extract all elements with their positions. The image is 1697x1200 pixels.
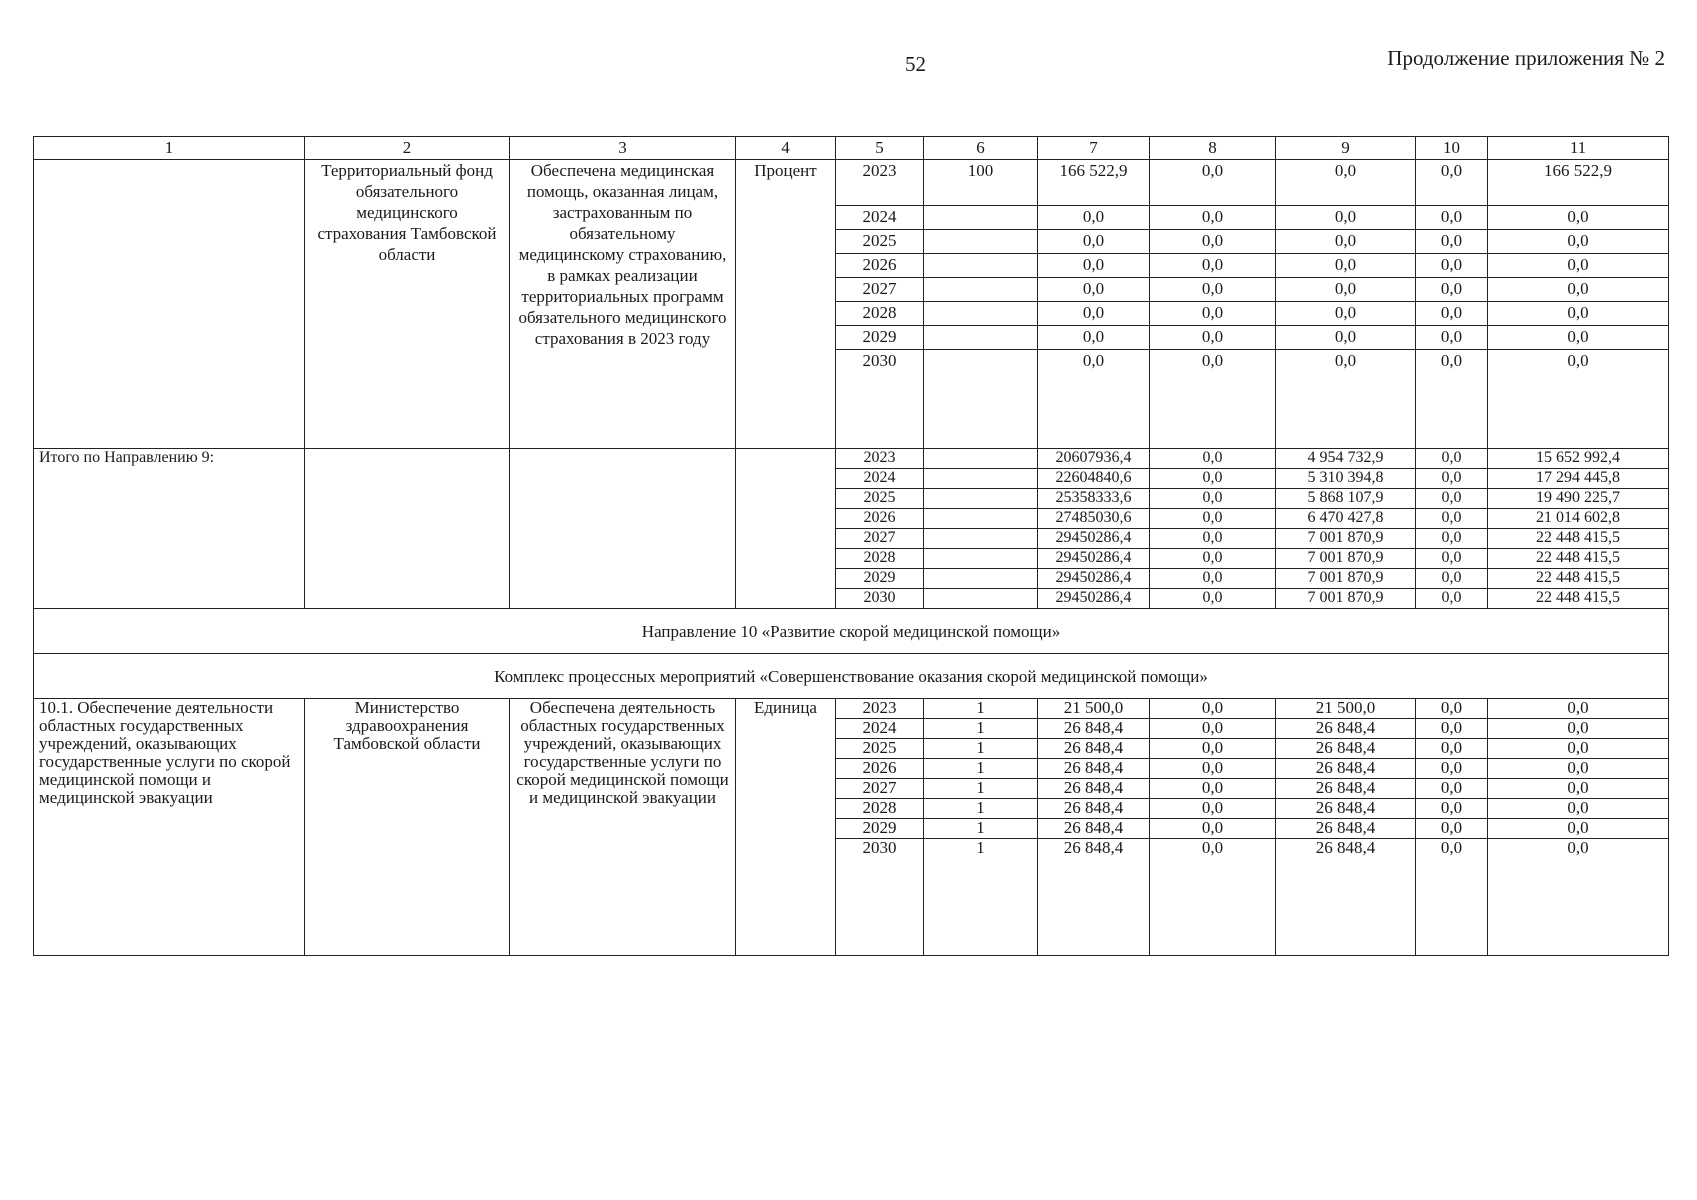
complex-row-cell: Комплекс процессных мероприятий «Совершенствование оказания скорой медицинской помощи» [34, 654, 1669, 699]
regional-cell: 7 001 870,9 [1276, 549, 1416, 569]
value-cell [924, 509, 1038, 529]
page-number: 52 [905, 52, 926, 76]
federal-cell: 0,0 [1150, 509, 1276, 529]
regional-cell: 0,0 [1276, 302, 1416, 326]
local-cell: 0,0 [1416, 569, 1488, 589]
other-cell: 22 448 415,5 [1488, 549, 1669, 569]
page-caption: Продолжение приложения № 2 [1387, 46, 1665, 70]
regional-cell: 0,0 [1276, 326, 1416, 350]
other-cell: 0,0 [1488, 719, 1669, 739]
federal-cell: 0,0 [1150, 449, 1276, 469]
local-cell: 0,0 [1416, 799, 1488, 819]
header-cell: 7 [1038, 137, 1150, 160]
total-cell: 0,0 [1038, 278, 1150, 302]
year-cell: 2030 [836, 589, 924, 609]
direction-row [34, 609, 1669, 654]
federal-cell: 0,0 [1150, 230, 1276, 254]
regional-cell: 5 310 394,8 [1276, 469, 1416, 489]
federal-cell: 0,0 [1150, 254, 1276, 278]
total-cell: 26 848,4 [1038, 739, 1150, 759]
regional-cell: 4 954 732,9 [1276, 449, 1416, 469]
value-cell: 1 [924, 699, 1038, 719]
year-cell: 2026 [836, 509, 924, 529]
empty-cell [305, 449, 510, 609]
regional-cell: 0,0 [1276, 350, 1416, 449]
total-cell: 0,0 [1038, 254, 1150, 278]
federal-cell: 0,0 [1150, 799, 1276, 819]
federal-cell: 0,0 [1150, 569, 1276, 589]
value-cell: 100 [924, 160, 1038, 206]
regional-cell: 0,0 [1276, 254, 1416, 278]
header-cell: 10 [1416, 137, 1488, 160]
local-cell: 0,0 [1416, 230, 1488, 254]
year-cell: 2025 [836, 739, 924, 759]
local-cell: 0,0 [1416, 350, 1488, 449]
total-cell: 20607936,4 [1038, 449, 1150, 469]
local-cell: 0,0 [1416, 489, 1488, 509]
federal-cell: 0,0 [1150, 719, 1276, 739]
federal-cell: 0,0 [1150, 206, 1276, 230]
regional-cell: 6 470 427,8 [1276, 509, 1416, 529]
other-cell: 17 294 445,8 [1488, 469, 1669, 489]
value-cell [924, 278, 1038, 302]
value-cell [924, 569, 1038, 589]
year-cell: 2023 [836, 449, 924, 469]
task-cell [34, 160, 305, 449]
value-cell: 1 [924, 839, 1038, 956]
other-cell: 0,0 [1488, 839, 1669, 956]
local-cell: 0,0 [1416, 509, 1488, 529]
value-cell [924, 326, 1038, 350]
local-cell: 0,0 [1416, 206, 1488, 230]
year-cell: 2024 [836, 719, 924, 739]
total-cell: 29450286,4 [1038, 589, 1150, 609]
value-cell [924, 489, 1038, 509]
value-cell [924, 589, 1038, 609]
federal-cell: 0,0 [1150, 529, 1276, 549]
direction-row-cell: Направление 10 «Развитие скорой медицинской помощи» [34, 609, 1669, 654]
value-cell [924, 350, 1038, 449]
total-cell: 29450286,4 [1038, 569, 1150, 589]
federal-cell: 0,0 [1150, 326, 1276, 350]
regional-cell: 26 848,4 [1276, 779, 1416, 799]
regional-cell: 0,0 [1276, 230, 1416, 254]
other-cell: 0,0 [1488, 278, 1669, 302]
header-cell: 3 [510, 137, 736, 160]
local-cell: 0,0 [1416, 302, 1488, 326]
other-cell: 0,0 [1488, 699, 1669, 719]
other-cell: 0,0 [1488, 819, 1669, 839]
header-cell: 9 [1276, 137, 1416, 160]
total-cell: 26 848,4 [1038, 759, 1150, 779]
empty-cell [736, 449, 836, 609]
total-label-cell: Итого по Направлению 9: [34, 449, 305, 609]
year-cell: 2028 [836, 549, 924, 569]
local-cell: 0,0 [1416, 739, 1488, 759]
header-row [34, 137, 1669, 160]
year-cell: 2030 [836, 350, 924, 449]
value-cell: 1 [924, 779, 1038, 799]
value-cell: 1 [924, 759, 1038, 779]
year-cell: 2024 [836, 206, 924, 230]
other-cell: 19 490 225,7 [1488, 489, 1669, 509]
regional-cell: 26 848,4 [1276, 839, 1416, 956]
table-row [34, 160, 1669, 206]
local-cell: 0,0 [1416, 529, 1488, 549]
regional-cell: 26 848,4 [1276, 719, 1416, 739]
empty-cell [510, 449, 736, 609]
local-cell: 0,0 [1416, 719, 1488, 739]
table-body [34, 137, 1669, 956]
year-cell: 2029 [836, 569, 924, 589]
value-cell [924, 449, 1038, 469]
local-cell: 0,0 [1416, 759, 1488, 779]
other-cell: 0,0 [1488, 254, 1669, 278]
regional-cell: 26 848,4 [1276, 739, 1416, 759]
federal-cell: 0,0 [1150, 350, 1276, 449]
total-cell: 0,0 [1038, 206, 1150, 230]
federal-cell: 0,0 [1150, 589, 1276, 609]
task-cell: 10.1. Обеспечение деятельности областных государственных учреждений, оказывающих государственные услуги по скорой медицинской помощи и медицинской эвакуации [34, 699, 305, 956]
header-cell: 1 [34, 137, 305, 160]
year-cell: 2026 [836, 254, 924, 278]
local-cell: 0,0 [1416, 278, 1488, 302]
other-cell: 22 448 415,5 [1488, 529, 1669, 549]
federal-cell: 0,0 [1150, 489, 1276, 509]
local-cell: 0,0 [1416, 254, 1488, 278]
executor-cell: Территориальный фонд обязательного медицинского страхования Тамбовской области [305, 160, 510, 449]
complex-row [34, 654, 1669, 699]
other-cell: 0,0 [1488, 779, 1669, 799]
local-cell: 0,0 [1416, 326, 1488, 350]
regional-cell: 26 848,4 [1276, 799, 1416, 819]
header-cell: 4 [736, 137, 836, 160]
year-cell: 2027 [836, 278, 924, 302]
other-cell: 0,0 [1488, 326, 1669, 350]
year-cell: 2024 [836, 469, 924, 489]
year-cell: 2028 [836, 799, 924, 819]
total-cell: 25358333,6 [1038, 489, 1150, 509]
value-cell [924, 302, 1038, 326]
value-cell: 1 [924, 799, 1038, 819]
other-cell: 0,0 [1488, 230, 1669, 254]
federal-cell: 0,0 [1150, 839, 1276, 956]
federal-cell: 0,0 [1150, 779, 1276, 799]
header-cell: 11 [1488, 137, 1669, 160]
other-cell: 22 448 415,5 [1488, 589, 1669, 609]
header-cell: 2 [305, 137, 510, 160]
year-cell: 2027 [836, 529, 924, 549]
year-cell: 2025 [836, 489, 924, 509]
other-cell: 0,0 [1488, 350, 1669, 449]
total-cell: 22604840,6 [1038, 469, 1150, 489]
regional-cell: 7 001 870,9 [1276, 569, 1416, 589]
total-cell: 26 848,4 [1038, 719, 1150, 739]
other-cell: 0,0 [1488, 206, 1669, 230]
other-cell: 166 522,9 [1488, 160, 1669, 206]
value-cell: 1 [924, 719, 1038, 739]
year-cell: 2027 [836, 779, 924, 799]
other-cell: 0,0 [1488, 759, 1669, 779]
local-cell: 0,0 [1416, 589, 1488, 609]
total-cell: 0,0 [1038, 230, 1150, 254]
total-cell: 27485030,6 [1038, 509, 1150, 529]
regional-cell: 21 500,0 [1276, 699, 1416, 719]
header-cell: 5 [836, 137, 924, 160]
value-cell [924, 469, 1038, 489]
federal-cell: 0,0 [1150, 278, 1276, 302]
header-cell: 8 [1150, 137, 1276, 160]
regional-cell: 5 868 107,9 [1276, 489, 1416, 509]
unit-cell: Единица [736, 699, 836, 956]
local-cell: 0,0 [1416, 469, 1488, 489]
total-cell: 26 848,4 [1038, 779, 1150, 799]
value-cell [924, 254, 1038, 278]
total-cell: 29450286,4 [1038, 529, 1150, 549]
year-cell: 2023 [836, 160, 924, 206]
total-cell: 0,0 [1038, 302, 1150, 326]
year-cell: 2026 [836, 759, 924, 779]
federal-cell: 0,0 [1150, 699, 1276, 719]
local-cell: 0,0 [1416, 449, 1488, 469]
value-cell [924, 230, 1038, 254]
federal-cell: 0,0 [1150, 759, 1276, 779]
local-cell: 0,0 [1416, 819, 1488, 839]
federal-cell: 0,0 [1150, 302, 1276, 326]
unit-cell: Процент [736, 160, 836, 449]
total-cell: 0,0 [1038, 350, 1150, 449]
value-cell: 1 [924, 819, 1038, 839]
regional-cell: 7 001 870,9 [1276, 589, 1416, 609]
federal-cell: 0,0 [1150, 160, 1276, 206]
federal-cell: 0,0 [1150, 739, 1276, 759]
table-row [34, 449, 1669, 469]
other-cell: 0,0 [1488, 799, 1669, 819]
federal-cell: 0,0 [1150, 549, 1276, 569]
regional-cell: 0,0 [1276, 206, 1416, 230]
local-cell: 0,0 [1416, 549, 1488, 569]
regional-cell: 0,0 [1276, 160, 1416, 206]
federal-cell: 0,0 [1150, 469, 1276, 489]
local-cell: 0,0 [1416, 699, 1488, 719]
federal-cell: 0,0 [1150, 819, 1276, 839]
year-cell: 2029 [836, 326, 924, 350]
result-cell: Обеспечена медицинская помощь, оказанная лицам, застрахованным по обязательному медицинскому страхованию, в рамках реализации территориальных программ обязательного медицинского страхования в 2023 году [510, 160, 736, 449]
executor-cell: Министерство здравоохранения Тамбовской области [305, 699, 510, 956]
total-cell: 26 848,4 [1038, 839, 1150, 956]
local-cell: 0,0 [1416, 160, 1488, 206]
other-cell: 21 014 602,8 [1488, 509, 1669, 529]
total-cell: 26 848,4 [1038, 819, 1150, 839]
regional-cell: 26 848,4 [1276, 819, 1416, 839]
total-cell: 166 522,9 [1038, 160, 1150, 206]
result-cell: Обеспечена деятельность областных государственных учреждений, оказывающих государственные услуги по скорой медицинской помощи и медицинской эвакуации [510, 699, 736, 956]
year-cell: 2025 [836, 230, 924, 254]
budget-table [33, 136, 1669, 956]
year-cell: 2023 [836, 699, 924, 719]
table-row [34, 699, 1669, 719]
local-cell: 0,0 [1416, 839, 1488, 956]
value-cell: 1 [924, 739, 1038, 759]
total-cell: 29450286,4 [1038, 549, 1150, 569]
total-cell: 0,0 [1038, 326, 1150, 350]
other-cell: 0,0 [1488, 302, 1669, 326]
other-cell: 0,0 [1488, 739, 1669, 759]
year-cell: 2030 [836, 839, 924, 956]
regional-cell: 26 848,4 [1276, 759, 1416, 779]
regional-cell: 0,0 [1276, 278, 1416, 302]
other-cell: 15 652 992,4 [1488, 449, 1669, 469]
local-cell: 0,0 [1416, 779, 1488, 799]
value-cell [924, 549, 1038, 569]
other-cell: 22 448 415,5 [1488, 569, 1669, 589]
total-cell: 26 848,4 [1038, 799, 1150, 819]
year-cell: 2028 [836, 302, 924, 326]
header-cell: 6 [924, 137, 1038, 160]
value-cell [924, 529, 1038, 549]
value-cell [924, 206, 1038, 230]
total-cell: 21 500,0 [1038, 699, 1150, 719]
year-cell: 2029 [836, 819, 924, 839]
regional-cell: 7 001 870,9 [1276, 529, 1416, 549]
